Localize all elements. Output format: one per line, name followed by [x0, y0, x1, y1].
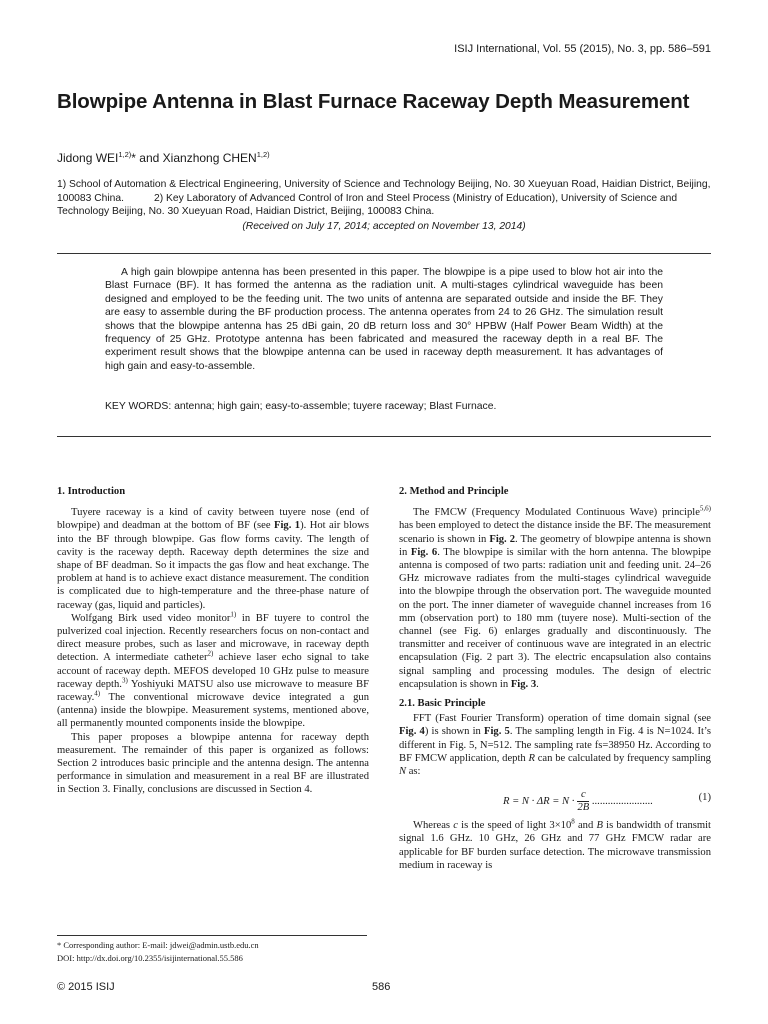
citation-ref[interactable]: 4)	[94, 689, 101, 698]
received-dates: (Received on July 17, 2014; accepted on November 13, 2014)	[242, 221, 526, 232]
citation-ref[interactable]: 1)	[230, 610, 237, 619]
paragraph: Whereas c is the speed of light $3\times 10^8$ and B is bandwidth of transmit signal 1.6 GHz. 10 GHz, 26 GHz and 77 GHz FMCW radar are applicable for BF burden surface detection. The microwave transmission medium in raceway is	[399, 817, 711, 871]
affiliation-marker: 1,2)	[118, 150, 132, 159]
divider	[57, 253, 711, 254]
page-number: 586	[372, 981, 391, 993]
abstract: A high gain blowpipe antenna has been presented in this paper. The blowpipe is a pipe used to blow hot air into the Blast Furnace (BF). It has formed the antenna as the radiation unit. A multi-stages cylindrical waveguide has been designed and employed to be the feeding unit. The two units of antenna are separated outside and inside the BF. They are easy to assemble during the BF production process. The antenna operates from 24 to 26 GHz. The simulation result shows that the blowpipe antenna has 25 dBi gain, 20 dB return loss and 30° HPBW (Half Power Beam Width) at the frequency of 25 GHz. Prototype antenna has been fabricated and measured the raceway depth in a real BF. The experiment result shows that the blowpipe antenna can be used in raceway depth measurement. It has advantages of high gain and easy-to-assemble.	[105, 267, 663, 372]
equation-1	[399, 781, 711, 815]
citation-ref[interactable]: 5,6)	[699, 504, 711, 513]
author-name: Xianzhong CHEN	[162, 151, 257, 165]
affiliation-2: 2) Key Laboratory of Advanced Control of Iron and Steel Process (Ministry of Education), University of Science and Technology Beijing, No. 30 Xueyuan Road, Haidian District, Beijing, 100083 China.	[57, 192, 678, 217]
affiliation-1: 1) School of Automation & Electrical Engineering, University of Science and Technology Beijing, No. 30 Xueyuan Road, Haidian District, Beijing, 100083 China.	[57, 179, 711, 204]
paragraph: Wolfgang Birk used video monitor$^{1)}$ in BF tuyere to control the pulverized coal injection. Recently researchers focus on non-contact and direct measure probes, such as laser and microwave, in raceway depth detection. A intermediate catheter$^{2)}$ achieve laser echo signal to take account of raceway depth. MEFOS developed 10 GHz pulse to measure raceway depth.$^{3)}$ Yoshiyuki MATSU also use microwave to measure BF raceway.$^{4)}$ The conventional microwave device integrated a gun (antenna) inside the blowpipe. Measurement systems, mentioned above, all permanently mounted components inside the blowpipe.	[57, 610, 369, 730]
section-heading: 1. Introduction	[57, 486, 126, 497]
corresponding-author-note: * Corresponding author: E-mail: jdwei@admin.ustb.edu.cn	[57, 940, 259, 950]
right-column	[399, 485, 711, 872]
affiliations	[57, 178, 713, 219]
corresponding-mark: *	[131, 151, 136, 165]
left-column	[57, 485, 369, 797]
paragraph: The FMCW (Frequency Modulated Continuous Wave) principle$^{5,6)}$ has been employed to detect the distance inside the BF. The measurement scenario is shown in Fig. 2. The geometry of blowpipe antenna is shown in Fig. 6. The blowpipe is similar with the horn antenna. The blowpipe antenna is composed of two parts: radiation unit and feeding unit. 24–26 GHz microwave radiates from the multi-stages cylindrical waveguide into the blowpipe through the observation port. The waveguide mounted on the port. The inner diameter of waveguide channel increases from 16 mm (observation port) to 180 mm (tuyere nose). Multi-section of the channel (see Fig. 6) enlarges gradually and discontinuously. The transmitter and receiver of continuous wave are integrated in an electric encapsulation (Fig. 2 part 3). The electric encapsulation also contains signal sampling and processing modules. The design of electric encapsulation is shown in Fig. 3.	[399, 504, 712, 690]
footnotes	[57, 939, 377, 965]
journal-citation: ISIJ International, Vol. 55 (2015), No. 3, pp. 586–591	[454, 43, 711, 55]
paragraph: This paper proposes a blowpipe antenna for raceway depth measurement. The remainder of this paper is organized as follows: Section 2 introduces basic principle and the antenna design. The antenna performance in simulation and measurement in a real BF are illustrated in Section 3. Finally, conclusions are discussed in Section 4.	[57, 731, 369, 796]
keywords: KEY WORDS: antenna; high gain; easy-to-assemble; tuyere raceway; Blast Furnace.	[105, 401, 497, 412]
footnote-divider	[57, 935, 367, 936]
author-name: Jidong WEI	[57, 151, 119, 165]
subsection-heading: 2.1. Basic Principle	[399, 698, 486, 710]
equation-leader: .......................	[589, 796, 653, 808]
citation-ref[interactable]: 3)	[121, 676, 128, 685]
figure-ref[interactable]: Fig. 2	[489, 533, 516, 545]
figure-ref[interactable]: Fig. 6	[410, 546, 438, 558]
author-line	[57, 150, 270, 165]
citation-ref[interactable]: 2)	[207, 649, 214, 658]
affiliation-marker: 1,2)	[256, 150, 270, 159]
equation-lhs: R = N · ΔR = N ·	[503, 796, 575, 808]
paper-title: Blowpipe Antenna in Blast Furnace Raceway Depth Measurement	[57, 90, 690, 113]
paragraph: FFT (Fast Fourier Transform) operation of time domain signal (see Fig. 4) is shown in Fig. 5. The sampling length in Fig. 4 is N=1024. It’s different in Fig. 5, N=512. The sampling rate fs=38950 Hz. According to BF FMCW application, depth R can be calculated by frequency sampling N as:	[399, 713, 711, 778]
figure-ref[interactable]: Fig. 5	[484, 726, 510, 738]
divider	[57, 436, 711, 437]
figure-ref[interactable]: Fig. 1	[273, 520, 301, 532]
section-heading: 2. Method and Principle	[399, 486, 509, 497]
author-conjunction: and	[135, 151, 163, 165]
equation-fraction: $\frac{c}{2B}$	[577, 789, 590, 814]
doi-link[interactable]: DOI: http://dx.doi.org/10.2355/isijinternational.55.586	[57, 953, 243, 963]
figure-ref[interactable]: Fig. 3	[510, 678, 537, 690]
copyright: © 2015 ISIJ	[57, 981, 115, 993]
figure-ref[interactable]: Fig. 4	[399, 726, 425, 738]
paragraph: Tuyere raceway is a kind of cavity between tuyere nose (end of blowpipe) and deadman at the bottom of BF (see Fig. 1). Hot air blows into the BF through blowpipe. Gas flow forms cavity. The length of cavity is the raceway depth. Raceway depth determines the size and shape of BF deadman. So it impacts the gas flow and heat exchange. The problem at hand is to achieve exact distance measurement. The condition is complicated due to high-temperature and the three-phase nature of raceway (gas, liquid and particles).	[57, 507, 369, 611]
equation-number: (1)	[698, 792, 711, 804]
